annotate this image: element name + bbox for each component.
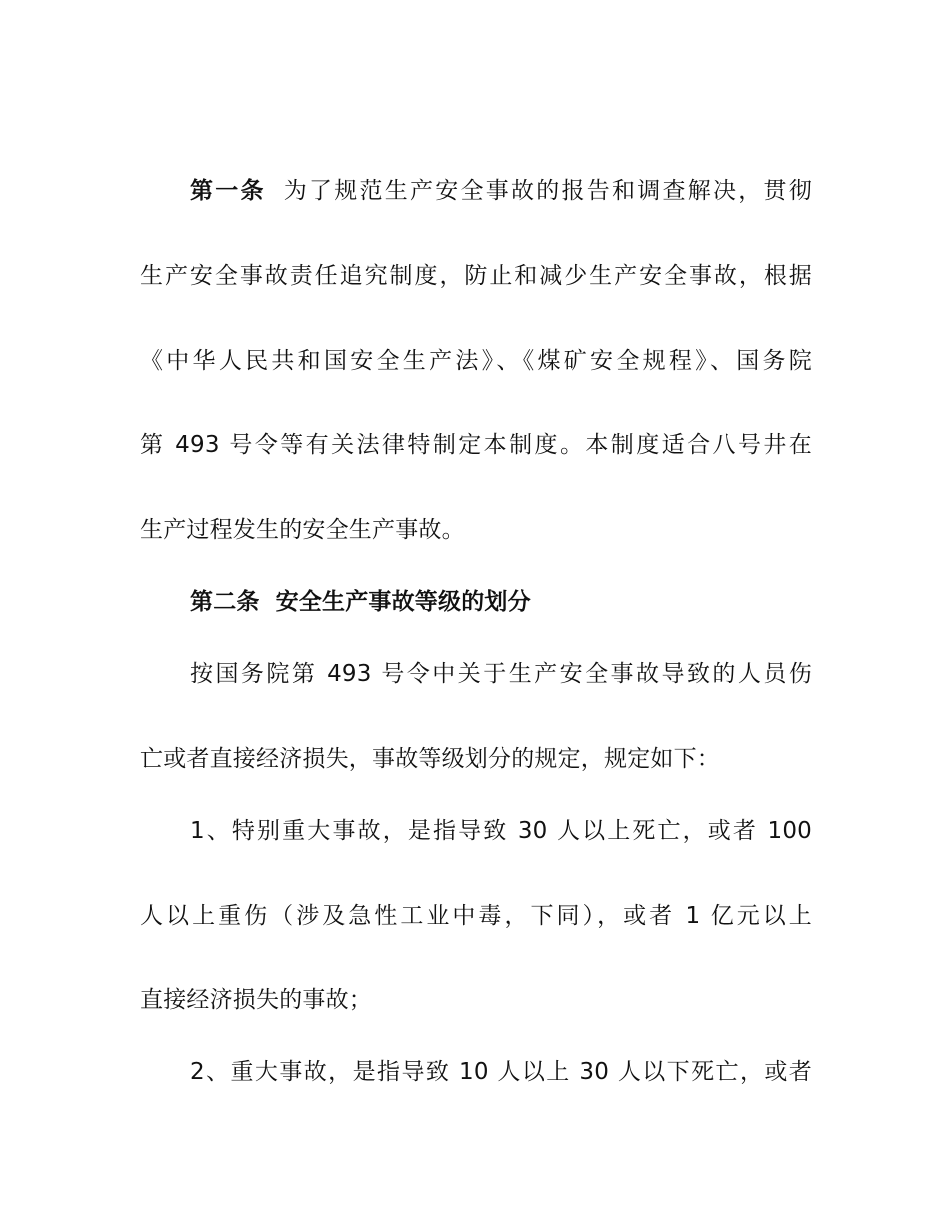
article-2-intro-line-2: 亡或者直接经济损失，事故等级划分的规定，规定如下： [140, 746, 720, 772]
article-1-text-line-2: 生产安全事故责任追究制度，防止和减少生产安全事故，根据 [140, 263, 812, 289]
article-1-first-line [190, 177, 812, 205]
item-1-line-3: 直接经济损失的事故； [140, 987, 372, 1013]
article-1-text-line-3: 《中华人民共和国安全生产法》、《煤矿安全规程》、国务院 [140, 348, 812, 374]
article-1-text-line-1: 为了规范生产安全事故的报告和调查解决，贯彻 [281, 178, 812, 204]
article-2-title: 安全生产事故等级的划分 [275, 589, 531, 615]
item-1-line-2: 人以上重伤（涉及急性工业中毒，下同），或者 1 亿元以上 [140, 903, 812, 929]
item-1-line-1: 1、特别重大事故，是指导致 30 人以上死亡，或者 100 [190, 818, 812, 844]
article-2-intro-line-1: 按国务院第 493 号令中关于生产安全事故导致的人员伤 [190, 661, 812, 687]
article-2-label: 第二条 [190, 589, 260, 615]
article-1-label: 第一条 [190, 178, 266, 204]
article-1-text-line-5: 生产过程发生的安全生产事故。 [140, 517, 465, 543]
article-2-heading [190, 588, 812, 616]
article-1-text-line-4: 第 493 号令等有关法律特制定本制度。本制度适合八号井在 [140, 432, 812, 458]
item-2-line-1: 2、重大事故，是指导致 10 人以上 30 人以下死亡，或者 [190, 1059, 812, 1085]
